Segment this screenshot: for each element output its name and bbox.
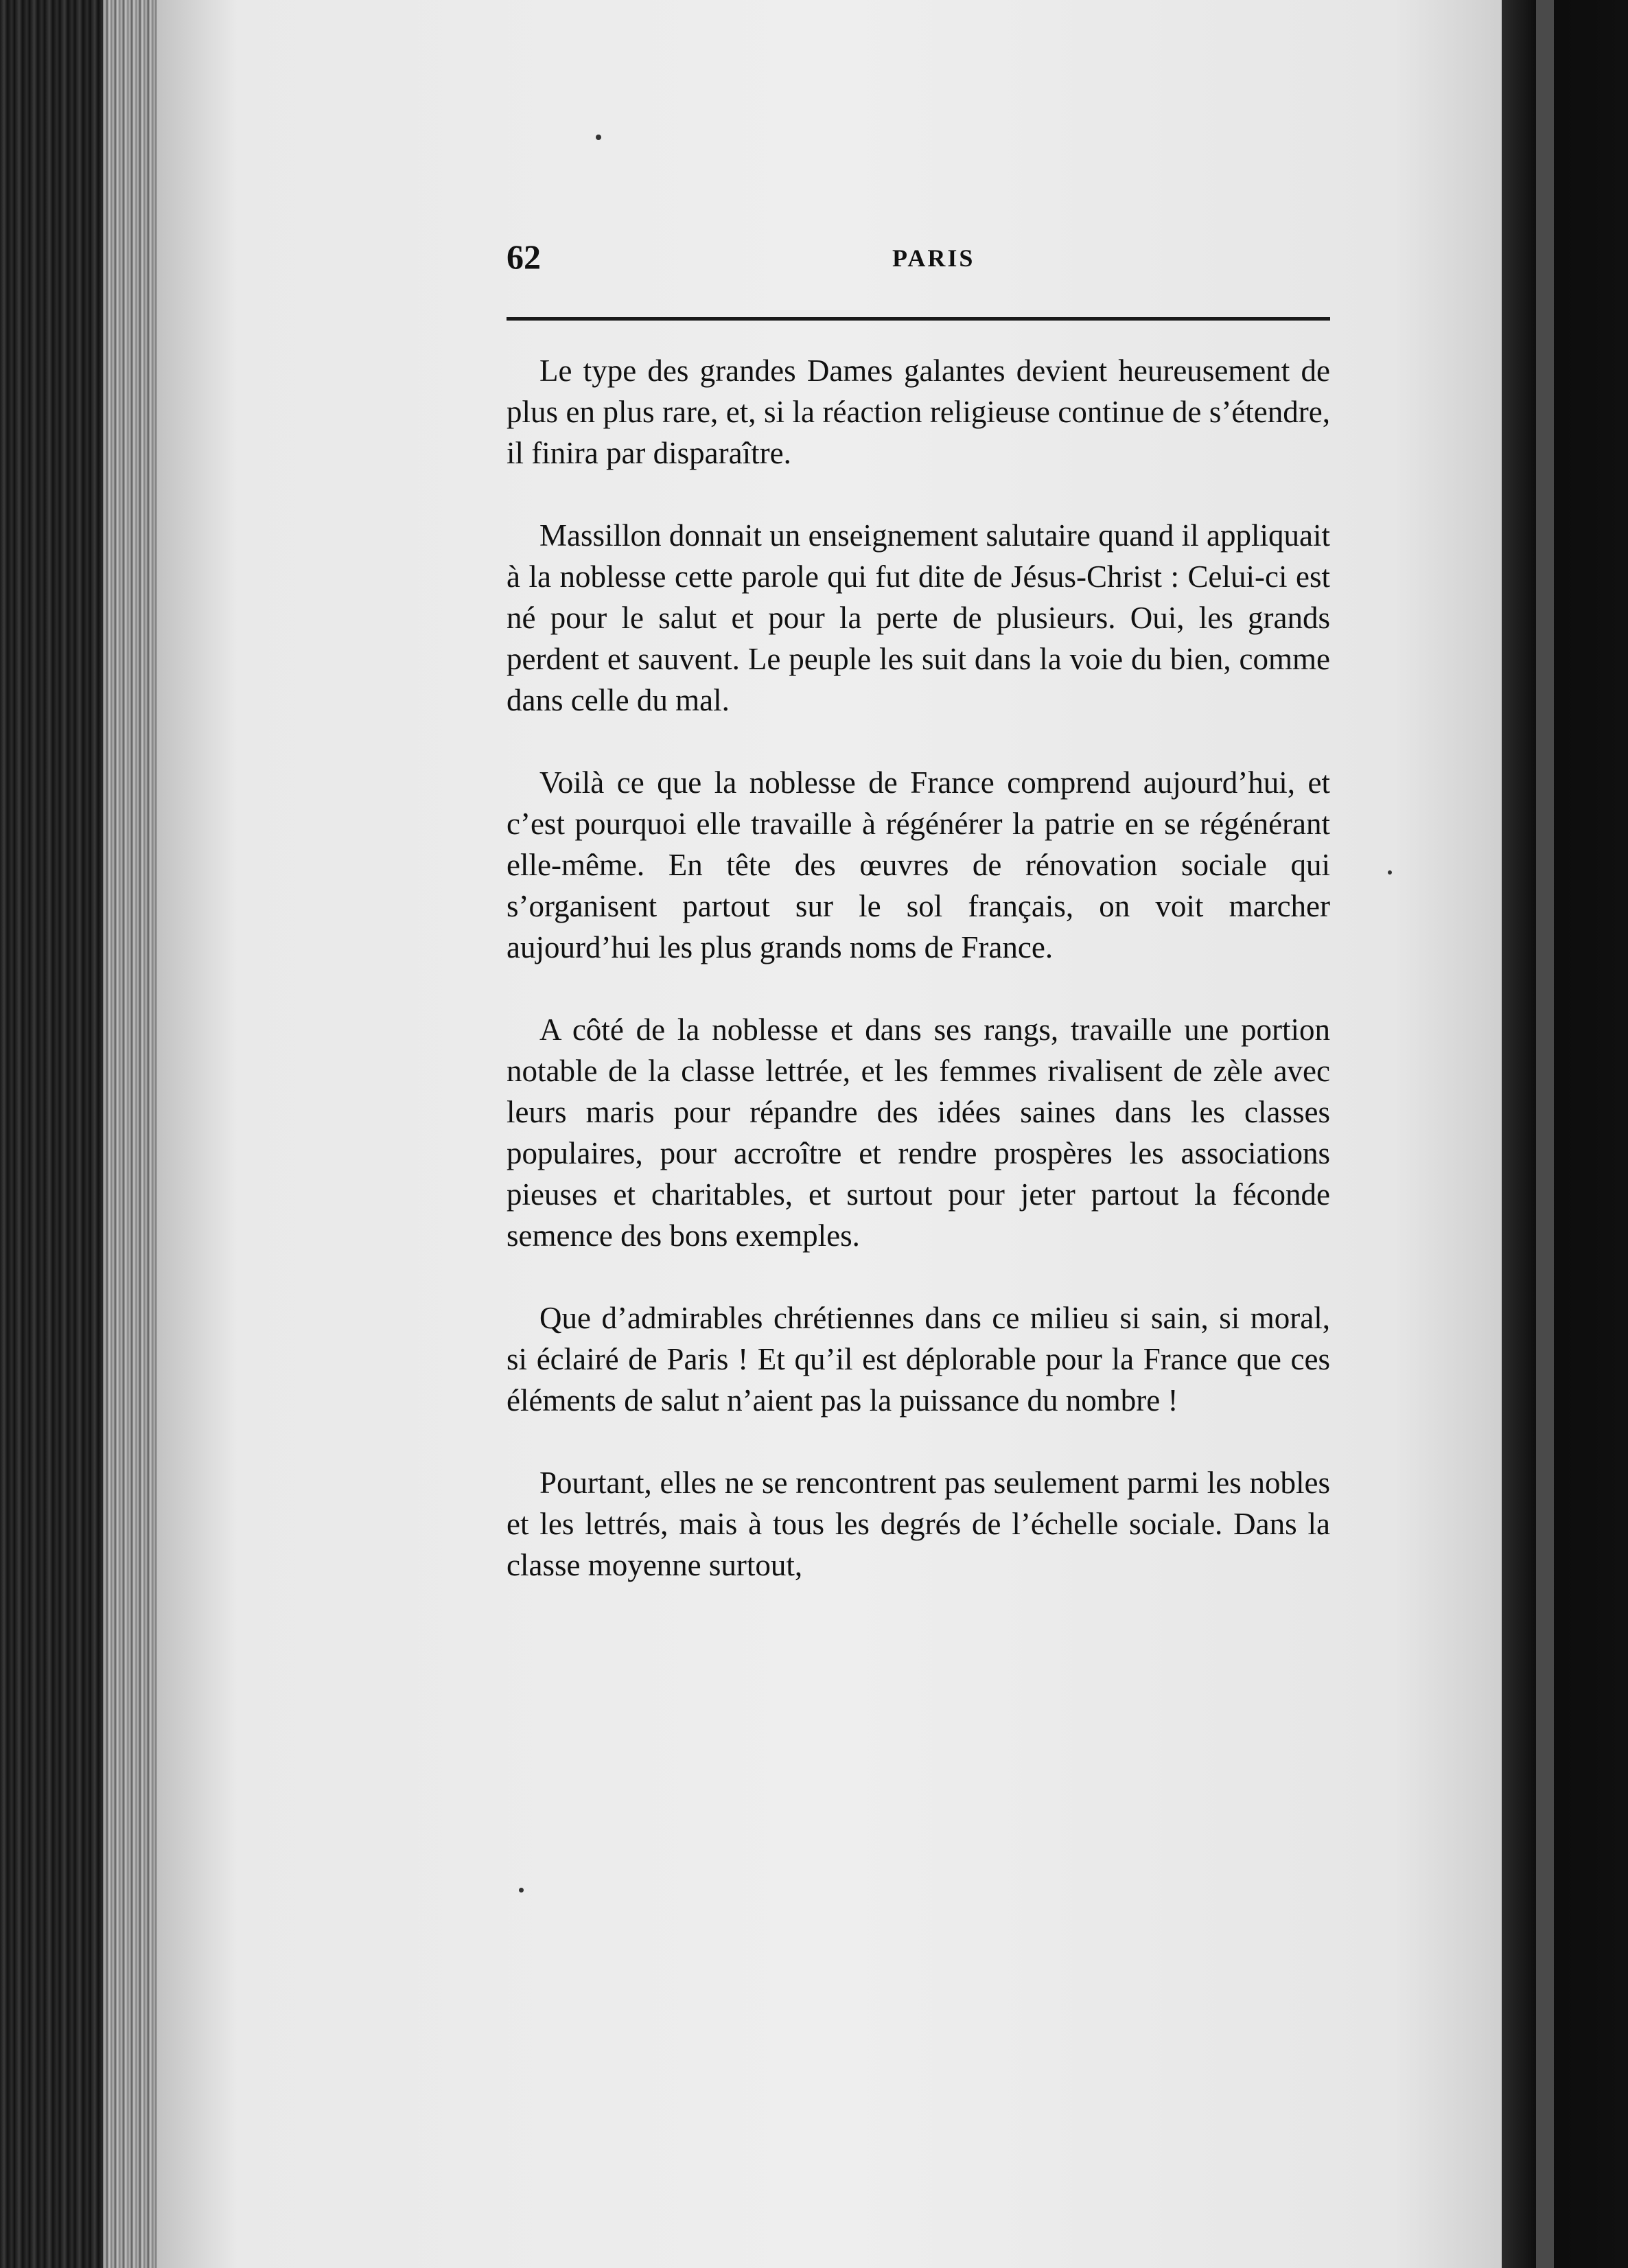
header-rule [507, 317, 1330, 321]
paragraph: A côté de la noblesse et dans ses rangs, travaille une portion notable de la classe lettrée, et les femmes rivalisent de zèle avec leurs maris pour répandre des idées saines dans les classes populaires, pour accroître et rendre prospères les associations pieuses et charitables, et surtout pour jeter partout la féconde semence des bons exemples. [507, 1012, 1330, 1253]
scan-right-edge [1502, 0, 1628, 2268]
running-head: PARIS [892, 244, 975, 272]
book-binding [0, 0, 103, 2268]
paragraph: Massillon donnait un enseignement salutaire quand il appliquait à la noblesse cette parole qui fut dite de Jésus-Christ : Celui-ci est né pour le salut et pour la perte de plusieurs. Oui, les grands perdent et sauvent. Le peuple les suit dans la voie du bien, comme dans celle du mal. [507, 518, 1330, 717]
scan-speck [1388, 870, 1392, 875]
paragraph: Que d’admirables chrétiennes dans ce milieu si sain, si moral, si éclairé de Paris ! Et qu’il est déplorable pour la France que ces éléments de salut n’aient pas la puissance du nombre ! [507, 1301, 1330, 1418]
paragraph: Pourtant, elles ne se rencontrent pas seulement parmi les nobles et les lettrés, mais à tous les degrés de l’échelle sociale. Dans la classe moyenne surtout, [507, 1466, 1330, 1582]
paragraph: Voilà ce que la noblesse de France comprend aujourd’hui, et c’est pourquoi elle travaille à régénérer la patrie en se régénérant elle-même. En tête des œuvres de rénovation sociale qui s’organisent partout sur le sol français, on voit marcher aujourd’hui les plus grands noms de France. [507, 765, 1330, 964]
page-header [507, 237, 1330, 278]
scan-speck [596, 135, 601, 140]
page-edges [103, 0, 158, 2268]
paragraph: Le type des grandes Dames galantes devient heureusement de plus en plus rare, et, si la réaction religieuse continue de s’étendre, il finira par disparaître. [507, 354, 1330, 470]
scan-speck [519, 1888, 524, 1893]
page-number: 62 [507, 238, 541, 276]
body-text [507, 350, 1330, 1586]
